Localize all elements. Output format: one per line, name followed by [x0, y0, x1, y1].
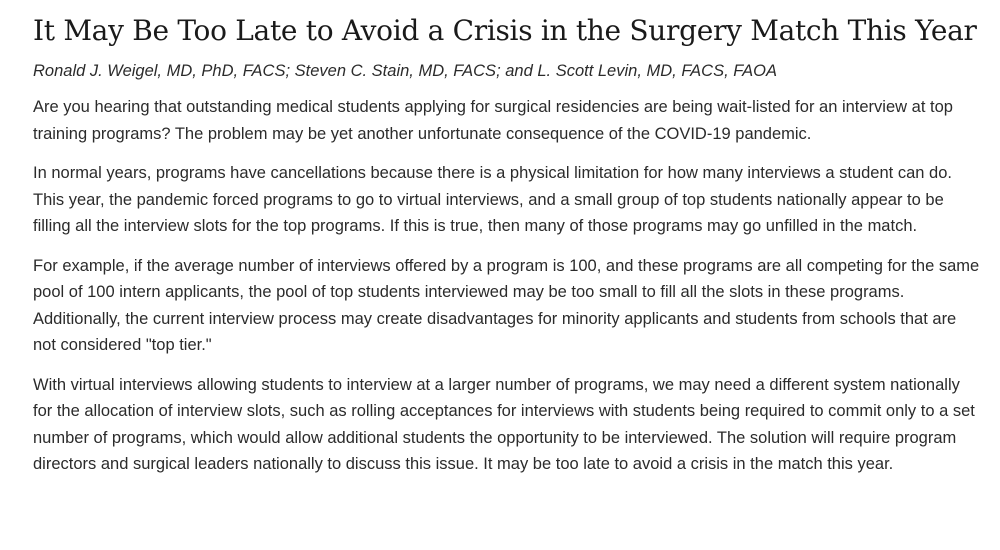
article-paragraph-1: Are you hearing that outstanding medical students applying for surgical residencies are being wait-listed for an interview at top training programs? The problem may be yet another unfortunate consequence of the COVID-19 pandemic. [33, 98, 953, 143]
article-title: It May Be Too Late to Avoid a Crisis in the Surgery Match This Year [33, 14, 977, 47]
article-paragraph-2: In normal years, programs have cancellations because there is a physical limitation for how many interviews a student can do. This year, the pandemic forced programs to go to virtual interviews, and a small group of top students nationally appear to be filling all the interview slots for the top programs. If this is true, then many of those programs may go unfilled in the match. [33, 164, 952, 235]
article-paragraph-4: With virtual interviews allowing students to interview at a larger number of programs, we may need a different system nationally for the allocation of interview slots, such as rolling acceptances for interviews with students being required to commit only to a set number of programs, which would allow additional students the opportunity to be interviewed. The solution will require program directors and surgical leaders nationally to discuss this issue. It may be too late to avoid a crisis in the match this year. [33, 375, 975, 473]
article-paragraph-3: For example, if the average number of interviews offered by a program is 100, and these programs are all competing for the same pool of 100 intern applicants, the pool of top students interviewed may be too small to fill all the slots in these programs. Additionally, the current interview process may create disadvantages for minority applicants and students from schools that are not considered "top tier." [33, 256, 980, 354]
article-authors: Ronald J. Weigel, MD, PhD, FACS; Steven C. Stain, MD, FACS; and L. Scott Levin, MD, FACS, FAOA [33, 62, 777, 80]
